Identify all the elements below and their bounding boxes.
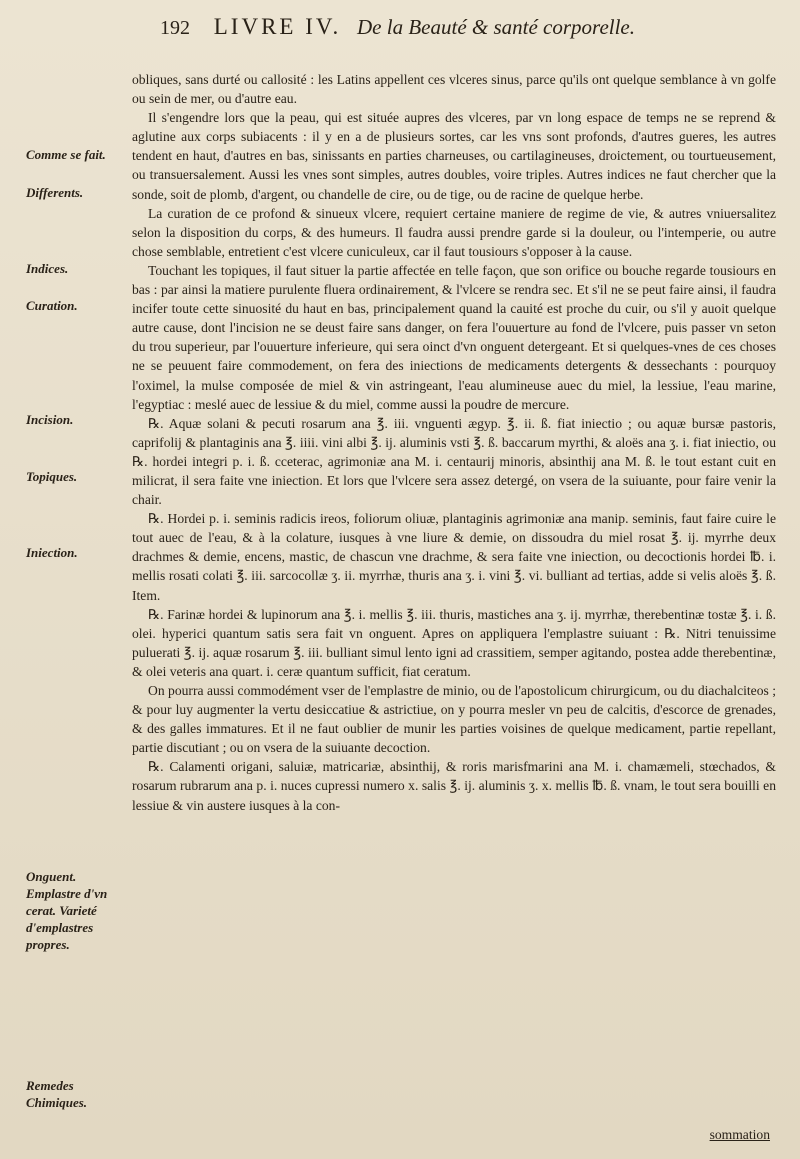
- page-number: 192: [160, 17, 190, 39]
- margin-note: Iniection.: [26, 545, 78, 560]
- paragraph: ℞. Aquæ solani & pecuti rosarum ana ℥. iii. vnguenti ægyp. ℥. ii. ß. fiat iniectio ; ou aquæ bursæ pastoris, caprifolij & plantaginis ana ℥. iiii. vini albi ℥. ij. aluminis vsti ℥. ß. baccarum myrthi, & aloës ana ʒ. i. fiat iniectio, ou ℞. hordei integri p. i. ß. cceterac, agrimoniæ ana M. i. centaurij minoris, absinthij ana M. ß. le tout estant cuit en milicrat, il sera faite vne iniection. Et lors que l'vlcere sera assez detergé, on vsera de la suiuante, pour faire venir la chair.: [132, 415, 776, 508]
- paragraph: La curation de ce profond & sinueux vlcere, requiert certaine maniere de regime de vie, & autres vniuersalitez selon la disposition du corps, & des humeurs. Il faudra aussi prendre garde si la douleur, ou l'intemperie, ou autre chose semblable, entretient c'est vlcere cuniculeux, car il faut tousiours s'opposer à la cause.: [132, 205, 776, 259]
- margin-note: Onguent. Emplastre d'vn cerat. Varieté d'emplastres propres.: [26, 869, 108, 952]
- paragraph: ℞. Hordei p. i. seminis radicis ireos, foliorum oliuæ, plantaginis agrimoniæ ana manip. seminis, faut faire cuire le tout auec de l'eau, & à la colature, iusques à vne liure & demie, on dissoudra du miel rosat ℥. ij. myrrhe deux drachmes & demie, encens, mastic, de chascun vne drachme, & sera faite vne iniection, ou decoctionis hordei ℔. i. mellis rosati colati ℥. iii. sarcocollæ ʒ. ii. myrrhæ, thuris ana ʒ. i. vini ℥. vi. bulliant ad tertias, adde si velis aloës ℥. ß. Item.: [132, 511, 776, 603]
- margin-note: Comme se fait.: [26, 147, 106, 162]
- paragraph: On pourra aussi commodément vser de l'emplastre de minio, ou de l'apostolicum chirurgicum, ou du diachalciteos ; & pour luy augmenter la vertu desiccatiue & astrictiue, on y pourra mesler vn peu de calcitis, d'escorce de grenades, & des galles immatures. Et il ne faut oublier de munir les parties voisines de quelque medicament, partie repellant, partie discutiant ; ou on vsera de la suiuante decoction.: [132, 683, 776, 756]
- body-text: [132, 70, 776, 815]
- margin-note: Incision.: [26, 412, 74, 427]
- catchword: sommation: [709, 1127, 770, 1142]
- chapter-subtitle: De la Beauté & santé corporelle.: [357, 15, 635, 39]
- margin-note: Curation.: [26, 298, 78, 313]
- margin-note: Indices.: [26, 261, 69, 276]
- paragraph: Touchant les topiques, il faut situer la partie affectée en telle façon, que son orifice ou bouche regarde tousiours en bas : par ainsi la matiere purulente fluera ordinairement, & l'vlcere se rendra sec. Et s'il ne se peut faire ainsi, il faudra incifer toute cette sinuosité du haut en bas, principalement quand la cauité est proche du cuir, ou s'il y auoit quelque autre cause, dont l'incision ne se deust faire sans danger, on fera l'ouuerture au fond de l'vlcere, puis passer vn seton du trou superieur, par l'ouuerture inferieure, qui sera oinct d'vn onguent detergeant. Et si quelques-vnes de ces choses ne se peuuent faire commodement, on fera des iniections de medicaments detergents & dessechants : pourquoy l'oximel, la mulse composée de miel & vin astringeant, l'eau alumineuse auec du miel, la lessiue, l'eau marine, l'egyptiac : meslé auec de lessiue & du miel, comme aussi la poudre de mercure.: [132, 262, 776, 412]
- margin-note: Differents.: [26, 185, 84, 200]
- paragraph: ℞. Farinæ hordei & lupinorum ana ℥. i. mellis ℥. iii. thuris, mastiches ana ʒ. ij. myrrhæ, therebentinæ tostæ ℥. i. ß. olei. hyperici quantum satis sera fait vn onguent. Apres on appliquera l'emplastre suiuant : ℞. Nitri tenuissime puluerati ℥. ij. aquæ rosarum ℥. iii. bulliant simul lento igni ad crassitiem, semper agitando, postea adde therebentinæ, & olei veteris ana quart. i. ceræ quantum sufficit, fiat ceratum.: [132, 606, 776, 679]
- paragraph: ℞. Calamenti origani, saluiæ, matricariæ, absinthij, & roris marisfmarini ana M. i. chamæmeli, stœchados, & rosarum rubrarum ana p. i. nuces cupressi numero x. salis ℥. ij. aluminis ʒ. x. mellis ℔. ß. vnam, le tout sera bouilli en lessiue & vin austere iusques à la con-: [132, 759, 776, 813]
- margin-note: Remedes Chimiques.: [26, 1078, 88, 1110]
- margin-note: Topiques.: [26, 469, 78, 484]
- paragraph: obliques, sans durté ou callosité : les Latins appellent ces vlceres sinus, parce qu'ils ont quelque semblance à vn golfe ou sein de mer, ou d'autre eau.: [132, 72, 776, 107]
- book-title: LIVRE IV.: [213, 14, 342, 39]
- running-header: [160, 14, 760, 40]
- paragraph: Il s'engendre lors que la peau, qui est située aupres des vlceres, par vn long espace de temps ne se reprend & aglutine aux corps subiacents : il y en a de plusieurs sortes, car les vns sont profonds, d'autres gueres, les autres tendent en haut, d'autres en bas, sinissants en parties charneuses, ou cartilagineuses, droictement, ou tourtueusement, ou transuersalement. Aussi les vnes sont simples, autres doubles, voire triples. Autres indices ne faut chercher que la sonde, soit de plomb, d'argent, ou chandelle de cire, ou de tige, ou de racine de quelque herbe.: [132, 110, 776, 202]
